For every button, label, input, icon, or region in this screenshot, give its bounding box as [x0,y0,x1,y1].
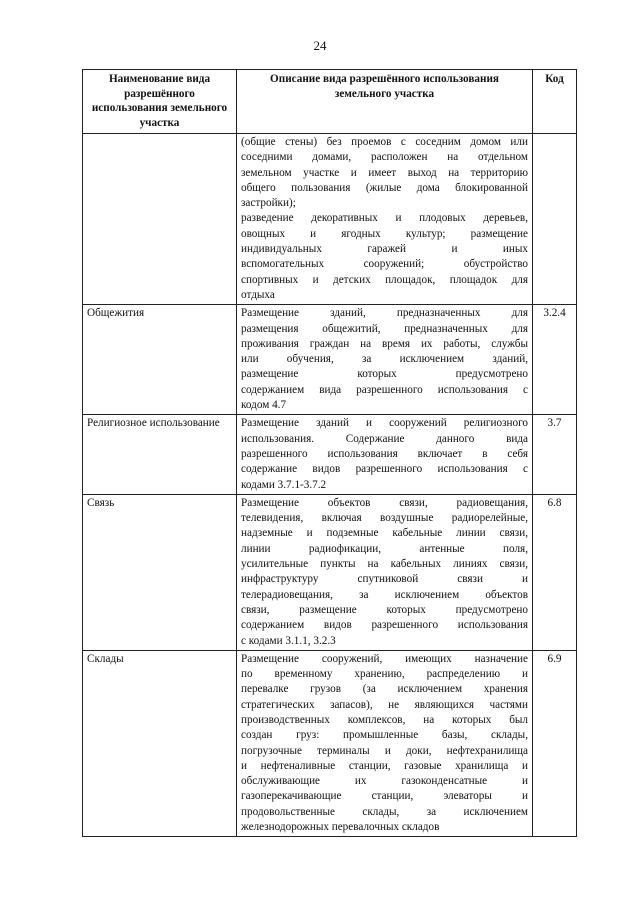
land-use-description [237,134,533,305]
description-line: (общие стены) без проемов с соседним домом или [241,136,528,148]
description-line: овощных и ягодных культур; размещение [241,227,528,240]
table-body [83,134,577,837]
description-line: с кодами 3.1.1, 3.2.3 [241,634,336,647]
land-use-code: 6.8 [533,494,577,650]
description-line: застройки); [241,197,296,210]
description-line: стратегических запасов), не являющихся частями [241,698,528,711]
description-line: кодами 3.7.1-3.7.2 [241,478,327,491]
description-line: Размещение сооружений, имеющих назначение [241,652,528,665]
land-use-name [83,134,237,305]
land-use-name: Религиозное использование [83,415,237,494]
description-line: железнодорожных перевалочных складов [241,821,440,834]
description-line: или обучения, за исключением зданий, [241,353,528,366]
description-line: содержанием вида разрешенного использования с [241,383,528,396]
description-line: разведение декоративных и плодовых деревьев, [241,212,528,225]
table-header-row [83,70,577,134]
description-line: Размещение зданий и сооружений религиозного [241,417,528,430]
description-line: содержание видов разрешенного использования с [241,463,528,476]
description-line: соседними домами, расположен на отдельном [241,151,528,164]
description-line: отдыха [241,288,275,301]
description-line: газоперекачивающие станции, элеваторы и [241,790,528,803]
description-line: содержанием видов разрешенного использования [241,619,528,632]
header-name: Наименование вида разрешённого использования земельного участка [83,70,237,134]
description-line: индивидуальных гаражей и иных [241,243,528,256]
description-line: инфраструктуру спутниковой связи и [241,573,528,586]
description-line: создан груз: промышленные базы, склады, [241,729,528,742]
header-code: Код [533,70,577,134]
description-line: телевидения, включая воздушные радиорелейные, [241,512,528,525]
description-line: линии радиофикации, антенные поля, [241,542,528,555]
description-line: вспомогательных сооружений; обустройство [241,258,528,271]
description-line: усилительные пункты на кабельных линиях связи, [241,558,528,571]
table-row [83,305,577,415]
description-line: по временному хранению, распределению и [241,668,528,681]
land-use-code: 3.7 [533,415,577,494]
land-use-code: 3.2.4 [533,305,577,415]
description-line: связи, размещение которых предусмотрено [241,603,528,616]
page-number: 24 [313,38,327,53]
description-line: спортивных и детских площадок, площадок для [241,273,528,286]
land-use-description [237,415,533,494]
description-line: Размещение объектов связи, радиовещания, [241,496,528,509]
land-use-description [237,650,533,837]
table-row [83,650,577,837]
description-line: проживания граждан на время их работы, службы [241,337,528,350]
description-line: перевалке грузов (за исключением хранения [241,683,528,696]
description-line: погрузочные терминалы и доки, нефтехранилища [241,744,528,757]
description-line: кодом 4.7 [241,399,287,412]
land-use-name: Связь [83,494,237,650]
land-use-code: 6.9 [533,650,577,837]
description-line: размещения общежитий, предназначенных для [241,322,528,335]
table-row [83,415,577,494]
table-row [83,494,577,650]
land-use-code [533,134,577,305]
description-line: надземные и подземные кабельные линии связи, [241,527,528,540]
description-line: телерадиовещания, за исключением объектов [241,588,528,601]
description-line: земельном участке и имеет выход на территорию [241,166,528,179]
description-line: использования. Содержание данного вида [241,432,528,445]
land-use-description [237,305,533,415]
description-line: производственных комплексов, на которых был [241,713,528,726]
header-description: Описание вида разрешённого использования земельного участка [237,70,533,134]
land-use-name: Общежития [83,305,237,415]
description-line: размещение которых предусмотрено [241,368,528,381]
land-use-table [82,69,577,837]
land-use-description [237,494,533,650]
land-use-name: Склады [83,650,237,837]
description-line: разрешенного использования включает в себя [241,447,528,460]
description-line: обслуживающие их газоконденсатные и [241,775,528,788]
description-line: Размещение зданий, предназначенных для [241,307,528,320]
description-line: и нефтеналивные станции, газовые хранилища и [241,759,528,772]
description-line: общего пользования (жилые дома блокированной [241,181,528,194]
table-row [83,134,577,305]
description-line: продовольственные склады, за исключением [241,805,528,818]
